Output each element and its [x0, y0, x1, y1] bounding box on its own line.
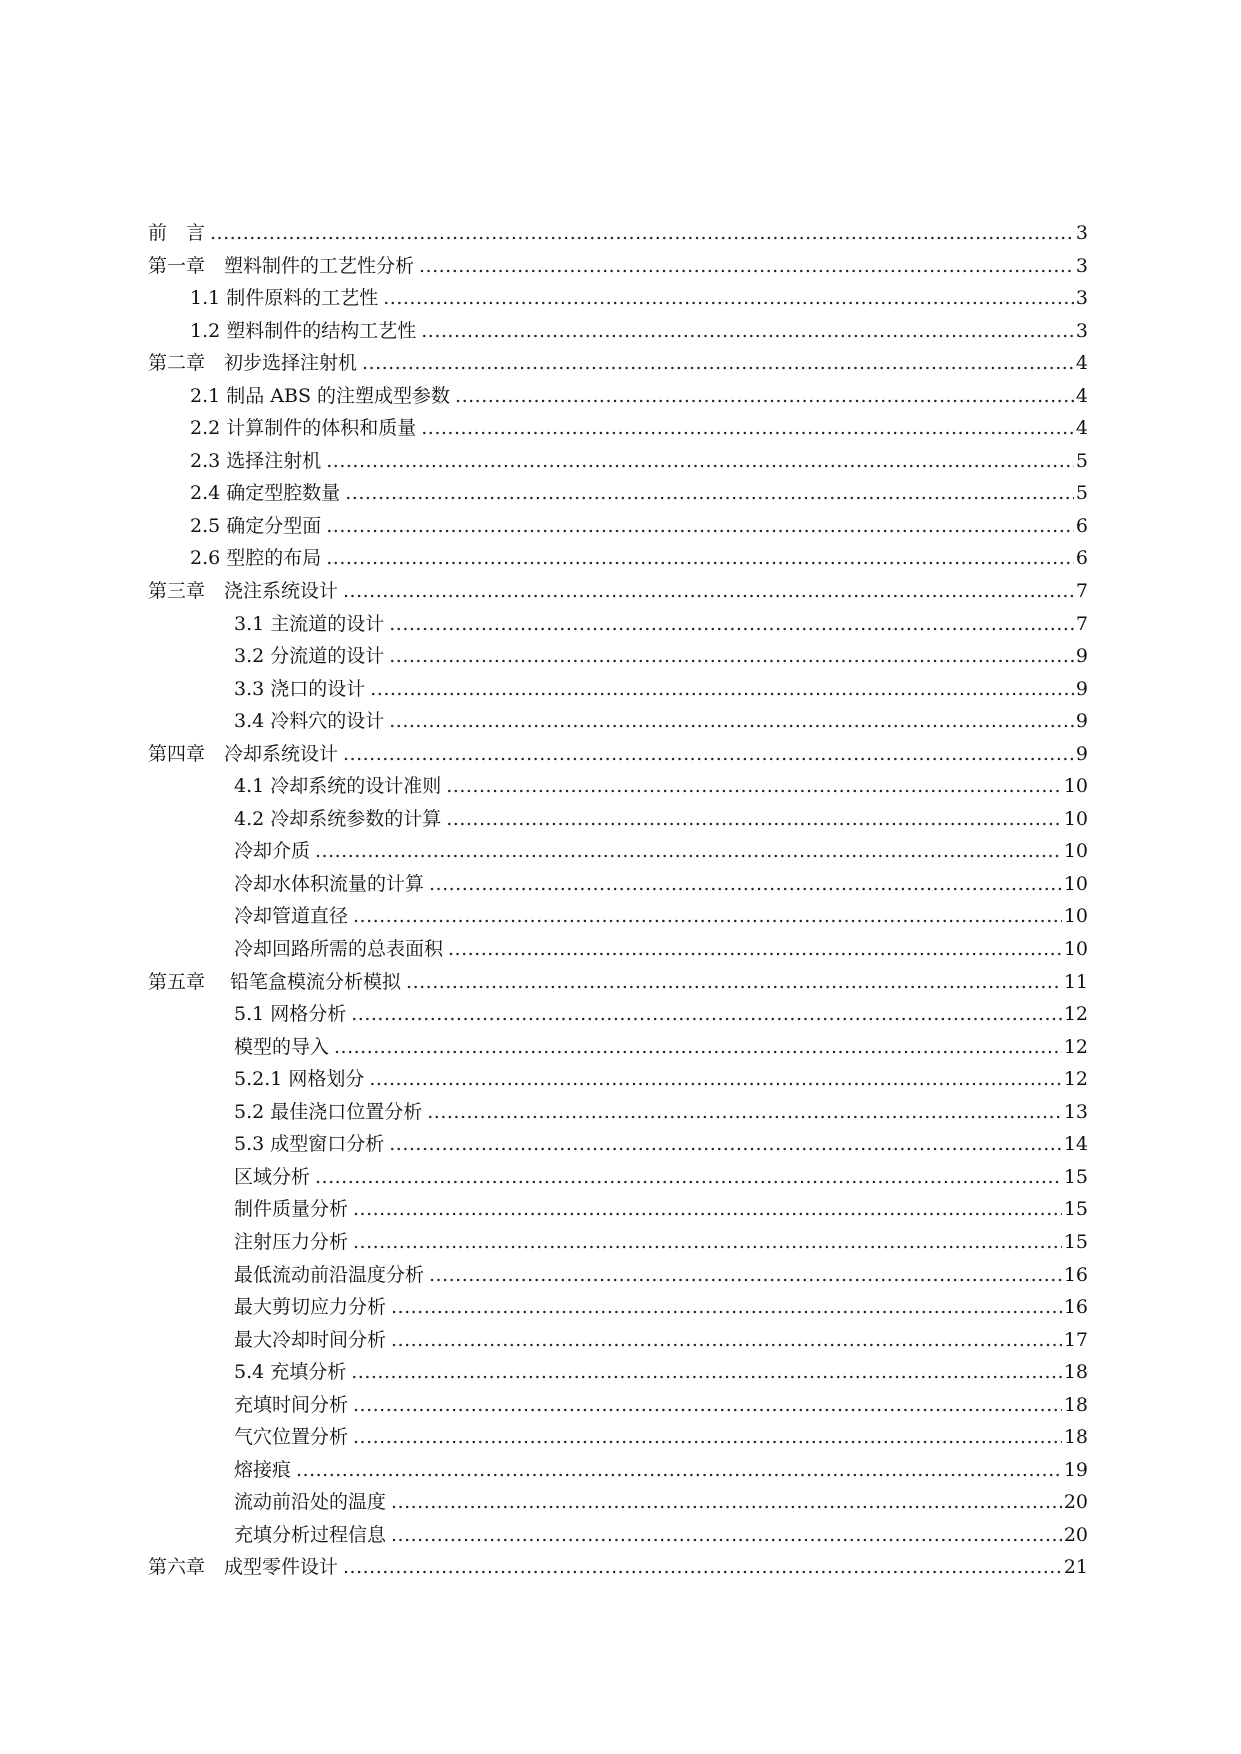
toc-entry-title: 前 言: [148, 222, 206, 244]
toc-entry-page-number: 20: [1063, 1523, 1088, 1546]
dot-leader: [343, 575, 1074, 608]
toc-entry-title: 2.1 制品 ABS 的注塑成型参数: [190, 384, 451, 407]
toc-entry-title: 第二章 初步选择注射机: [148, 352, 358, 375]
toc-entry[interactable]: [148, 1454, 1088, 1487]
toc-entry-title: 注射压力分析: [234, 1230, 349, 1253]
toc-entry-title: 4.2 冷却系统参数的计算: [234, 807, 442, 830]
toc-entry-title: 1.2 塑料制件的结构工艺性: [190, 319, 417, 342]
toc-entry-page-number: 9: [1075, 677, 1088, 700]
toc-entry-title: 最大剪切应力分析: [234, 1296, 387, 1319]
toc-entry[interactable]: [148, 1291, 1088, 1324]
toc-entry-title: 第四章 冷却系统设计: [148, 742, 339, 765]
toc-entry[interactable]: [148, 412, 1088, 445]
toc-entry-title: 最低流动前沿温度分析: [234, 1263, 425, 1286]
toc-entry-title: 2.2 计算制件的体积和质量: [190, 417, 417, 440]
toc-entry-title: 第一章 塑料制件的工艺性分析: [148, 254, 415, 277]
toc-entry-page-number: 15: [1063, 1230, 1088, 1253]
toc-entry-title: 1.1 制件原料的工艺性: [190, 287, 379, 310]
toc-entry[interactable]: [148, 1486, 1088, 1519]
toc-entry[interactable]: [148, 1128, 1088, 1161]
dot-leader: [391, 1291, 1062, 1324]
toc-entry[interactable]: [148, 770, 1088, 803]
toc-entry-page-number: 3: [1075, 222, 1088, 244]
toc-entry[interactable]: [148, 738, 1088, 771]
toc-entry[interactable]: [148, 1519, 1088, 1552]
toc-entry-title: 3.4 冷料穴的设计: [234, 710, 385, 733]
dot-leader: [455, 380, 1074, 413]
toc-entry[interactable]: [148, 900, 1088, 933]
table-of-contents: [148, 217, 1088, 1584]
dot-leader: [353, 900, 1062, 933]
toc-entry-page-number: 7: [1075, 580, 1088, 603]
toc-entry-title: 5.3 成型窗口分析: [234, 1133, 385, 1156]
toc-entry[interactable]: [148, 575, 1088, 608]
toc-entry-page-number: 5: [1075, 449, 1088, 472]
toc-entry[interactable]: [148, 998, 1088, 1031]
toc-entry-page-number: 15: [1063, 1198, 1088, 1221]
toc-entry[interactable]: [148, 542, 1088, 575]
toc-entry-title: 流动前沿处的温度: [234, 1491, 387, 1514]
toc-entry-page-number: 9: [1075, 710, 1088, 733]
dot-leader: [446, 803, 1062, 836]
toc-entry-title: 冷却介质: [234, 840, 311, 863]
dot-leader: [383, 282, 1074, 315]
toc-entry-title: 气穴位置分析: [234, 1426, 349, 1449]
toc-entry-page-number: 9: [1075, 742, 1088, 765]
dot-leader: [326, 542, 1074, 575]
toc-entry-title: 充填时间分析: [234, 1393, 349, 1416]
dot-leader: [391, 1519, 1062, 1552]
dot-leader: [429, 868, 1062, 901]
toc-entry-title: 冷却管道直径: [234, 905, 349, 928]
toc-entry-page-number: 6: [1075, 514, 1088, 537]
toc-entry[interactable]: [148, 673, 1088, 706]
toc-entry-page-number: 12: [1063, 1068, 1088, 1091]
dot-leader: [315, 835, 1062, 868]
toc-entry[interactable]: [148, 315, 1088, 348]
toc-entry-page-number: 10: [1063, 938, 1088, 961]
dot-leader: [351, 998, 1062, 1031]
dot-leader: [326, 510, 1074, 543]
toc-entry-title: 第六章 成型零件设计: [148, 1556, 339, 1579]
toc-entry-title: 3.1 主流道的设计: [234, 612, 385, 635]
toc-entry-title: 3.2 分流道的设计: [234, 645, 385, 668]
toc-entry[interactable]: [148, 282, 1088, 315]
toc-entry-page-number: 17: [1063, 1328, 1088, 1351]
dot-leader: [446, 770, 1062, 803]
toc-entry[interactable]: [148, 1063, 1088, 1096]
toc-entry-page-number: 3: [1075, 287, 1088, 310]
toc-entry-page-number: 15: [1063, 1165, 1088, 1188]
toc-entry-page-number: 10: [1063, 775, 1088, 798]
toc-entry-page-number: 18: [1063, 1393, 1088, 1416]
toc-entry-page-number: 5: [1075, 482, 1088, 505]
toc-entry[interactable]: [148, 1324, 1088, 1357]
toc-entry-title: 区域分析: [234, 1165, 311, 1188]
toc-entry-title: 模型的导入: [234, 1035, 330, 1058]
toc-entry-page-number: 13: [1063, 1100, 1088, 1123]
toc-entry-title: 5.2.1 网格划分: [234, 1068, 365, 1091]
dot-leader: [343, 1551, 1062, 1584]
toc-entry[interactable]: [148, 1226, 1088, 1259]
toc-entry-page-number: 3: [1075, 319, 1088, 342]
toc-entry-title: 充填分析过程信息: [234, 1523, 387, 1546]
toc-entry[interactable]: [148, 477, 1088, 510]
toc-entry-page-number: 6: [1075, 547, 1088, 570]
toc-entry-title: 2.4 确定型腔数量: [190, 482, 341, 505]
dot-leader: [406, 966, 1062, 999]
toc-entry[interactable]: [148, 1389, 1088, 1422]
toc-entry[interactable]: [148, 1259, 1088, 1292]
dot-leader: [429, 1259, 1062, 1292]
dot-leader: [353, 1389, 1062, 1422]
dot-leader: [389, 1128, 1062, 1161]
toc-entry-page-number: 10: [1063, 807, 1088, 830]
dot-leader: [343, 738, 1074, 771]
toc-entry[interactable]: [148, 1096, 1088, 1129]
toc-entry[interactable]: [148, 217, 1088, 250]
dot-leader: [391, 1486, 1062, 1519]
toc-entry-title: 第五章 铅笔盒模流分析模拟: [148, 970, 402, 993]
toc-entry-page-number: 18: [1063, 1426, 1088, 1449]
toc-entry-title: 2.3 选择注射机: [190, 449, 322, 472]
toc-entry-page-number: 12: [1063, 1035, 1088, 1058]
toc-entry[interactable]: [148, 803, 1088, 836]
toc-entry-title: 最大冷却时间分析: [234, 1328, 387, 1351]
toc-entry-title: 5.1 网格分析: [234, 1003, 347, 1026]
dot-leader: [389, 640, 1074, 673]
toc-entry-page-number: 10: [1063, 872, 1088, 895]
toc-entry-page-number: 10: [1063, 840, 1088, 863]
toc-entry-page-number: 9: [1075, 645, 1088, 668]
dot-leader: [421, 315, 1074, 348]
toc-entry-title: 冷却回路所需的总表面积: [234, 938, 444, 961]
dot-leader: [315, 1161, 1062, 1194]
toc-entry-page-number: 4: [1075, 352, 1088, 375]
toc-entry-page-number: 21: [1063, 1556, 1088, 1579]
toc-entry[interactable]: [148, 347, 1088, 380]
toc-entry-page-number: 18: [1063, 1361, 1088, 1384]
dot-leader: [351, 1356, 1062, 1389]
toc-entry-title: 2.5 确定分型面: [190, 514, 322, 537]
toc-entry[interactable]: [148, 1161, 1088, 1194]
dot-leader: [334, 1031, 1062, 1064]
dot-leader: [370, 673, 1074, 706]
dot-leader: [419, 250, 1074, 283]
toc-entry[interactable]: [148, 705, 1088, 738]
toc-entry[interactable]: [148, 1193, 1088, 1226]
toc-entry[interactable]: [148, 380, 1088, 413]
toc-entry-title: 4.1 冷却系统的设计准则: [234, 775, 442, 798]
dot-leader: [369, 1063, 1061, 1096]
toc-entry[interactable]: [148, 1031, 1088, 1064]
toc-entry[interactable]: [148, 1551, 1088, 1584]
dot-leader: [296, 1454, 1062, 1487]
toc-entry-title: 2.6 型腔的布局: [190, 547, 322, 570]
toc-entry-page-number: 14: [1063, 1133, 1088, 1156]
dot-leader: [391, 1324, 1062, 1357]
toc-entry[interactable]: [148, 510, 1088, 543]
dot-leader: [389, 608, 1074, 641]
toc-entry-page-number: 4: [1075, 384, 1088, 407]
toc-entry-page-number: 3: [1075, 254, 1088, 277]
toc-entry[interactable]: [148, 868, 1088, 901]
dot-leader: [353, 1226, 1062, 1259]
toc-entry-title: 第三章 浇注系统设计: [148, 580, 339, 603]
toc-entry-page-number: 12: [1063, 1003, 1088, 1026]
toc-entry-title: 3.3 浇口的设计: [234, 677, 366, 700]
toc-entry-page-number: 4: [1075, 417, 1088, 440]
dot-leader: [353, 1421, 1062, 1454]
toc-entry-page-number: 16: [1063, 1296, 1088, 1319]
toc-entry-title: 制件质量分析: [234, 1198, 349, 1221]
dot-leader: [421, 412, 1074, 445]
toc-entry[interactable]: [148, 608, 1088, 641]
toc-entry[interactable]: [148, 966, 1088, 999]
dot-leader: [427, 1096, 1062, 1129]
dot-leader: [353, 1193, 1062, 1226]
dot-leader: [362, 347, 1074, 380]
toc-entry[interactable]: [148, 445, 1088, 478]
toc-entry[interactable]: [148, 1421, 1088, 1454]
toc-entry-page-number: 20: [1063, 1491, 1088, 1514]
toc-entry[interactable]: [148, 835, 1088, 868]
dot-leader: [345, 477, 1074, 510]
toc-entry[interactable]: [148, 250, 1088, 283]
toc-entry-title: 5.4 充填分析: [234, 1361, 347, 1384]
toc-entry-page-number: 7: [1075, 612, 1088, 635]
dot-leader: [389, 705, 1074, 738]
toc-entry[interactable]: [148, 1356, 1088, 1389]
toc-entry[interactable]: [148, 933, 1088, 966]
dot-leader: [326, 445, 1074, 478]
dot-leader: [210, 217, 1074, 250]
toc-entry-page-number: 16: [1063, 1263, 1088, 1286]
toc-entry[interactable]: [148, 640, 1088, 673]
toc-entry-page-number: 19: [1063, 1458, 1088, 1481]
toc-entry-title: 5.2 最佳浇口位置分析: [234, 1100, 423, 1123]
toc-entry-page-number: 11: [1063, 970, 1088, 993]
toc-entry-page-number: 10: [1063, 905, 1088, 928]
toc-entry-title: 熔接痕: [234, 1458, 292, 1481]
toc-entry-title: 冷却水体积流量的计算: [234, 872, 425, 895]
dot-leader: [448, 933, 1062, 966]
